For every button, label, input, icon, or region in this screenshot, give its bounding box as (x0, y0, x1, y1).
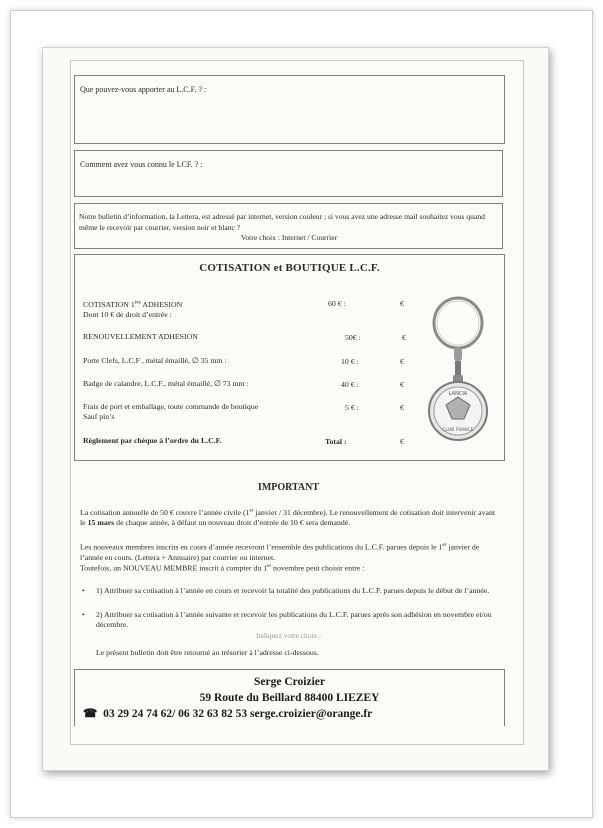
keyring-image (424, 293, 496, 451)
bulletin-choice-box (74, 203, 503, 249)
amount-badge-calandre[interactable]: € (400, 380, 404, 389)
option-1-text: 1) Attribuer sa cotisation à l’année en cours et recevoir la totalité des publications du L.C.F. parues depuis le début de l’année. (96, 586, 490, 595)
return-instruction: Le présent bulletin doit être retourné au trésorier à l’adresse ci-dessous. (96, 648, 319, 657)
indiquez-choix: Indiquez votre choix : (256, 631, 322, 640)
question-connu-box[interactable] (74, 150, 503, 197)
important-p1-start: La cotisation annuelle de 50 € couvre l’année civile (1er janvier / 31 décembre). Le renouvellement de cotisation doit intervenir avant le (80, 507, 496, 527)
keyring-bottom-text: CLUB FRANCE (442, 428, 474, 433)
row-renouvellement: RENOUVELLEMENT ADHESION (83, 332, 198, 341)
total-label: Total : (325, 437, 347, 446)
important-p1-end: de chaque année, à défaut un nouveau droit d’entrée de 10 € sera demandé. (114, 518, 351, 527)
important-paragraph-nouveaux: Les nouveaux membres inscrits en cours d’année recevront l’ensemble des publications du L.C.F. parues depuis le 1er janvier de l’année en cours. (Lettera + Annuaire) par courrier ou internet. (80, 542, 480, 562)
amount-frais-port[interactable]: € (400, 403, 404, 412)
amount-renouvellement[interactable]: € (402, 333, 406, 342)
option-2-text: 2) Attribuer sa cotisation à l’année suivante et recevoir les publications du L.C.F. parues après son adhésion en novembre et/ou décembre. (96, 610, 492, 630)
amount-porte-clefs[interactable]: € (400, 357, 404, 366)
question-connu-label: Comment avez vous connu le LCF. ? : (80, 160, 203, 169)
phone-icon: ☎ (83, 708, 98, 720)
payment-instruction: Règlement par chèque à l’ordre du L.C.F. (83, 436, 222, 445)
treasurer-contact-text[interactable]: 03 29 24 74 62/ 06 32 63 82 53 serge.croizier@orange.fr (103, 708, 373, 720)
treasurer-street: 59 Route du Beillard 88400 LIEZEY (199, 692, 380, 704)
row-premiere-adhesion (83, 298, 182, 320)
price-frais-port: 5 € : (345, 403, 359, 412)
bulletin-choice-options[interactable]: Votre choix : Internet / Courrier (240, 233, 338, 242)
row-frais-port (83, 402, 258, 422)
important-p1-date: 15 mars (87, 518, 115, 527)
amount-premiere-adhesion[interactable]: € (400, 299, 404, 308)
row-label: COTISATION 1ère ADHESION (83, 299, 183, 309)
important-paragraph-toutefois: Toutefois, un NOUVEAU MEMBRE inscrit à compter du 1er novembre peut choisir entre : (80, 563, 365, 573)
bulletin-choice-text (79, 212, 499, 244)
keyring-top-text: LANCIA (448, 391, 468, 397)
question-apport-label: Que pouvez-vous apporter au L.C.F. ? : (80, 85, 207, 94)
price-porte-clefs: 10 € : (341, 357, 359, 366)
row-porte-clefs: Porte Clefs, L.C.F , métal émaillé, ∅ 35 mm : (83, 356, 227, 365)
amount-total[interactable]: € (400, 437, 404, 446)
cotisation-boutique-box (74, 254, 505, 461)
row-label: Frais de port et emballage, toute commande de boutique (83, 402, 259, 411)
bulletin-description: Notre bulletin d’information, la Lettera, est adressé par internet, version couleur ; si vous avez une adresse mail souhaitez vous quand même le recevoir par courrier, version noir et blanc ? (79, 212, 485, 232)
row-badge-calandre: Badge de calandre, L.C.F., métal émaillé, ∅ 73 mm : (83, 379, 249, 388)
treasurer-name: Serge Croizier (254, 676, 325, 688)
price-badge-calandre: 40 € : (341, 380, 359, 389)
row-sub: Sauf pin’s (83, 412, 115, 421)
option-annee-suivante[interactable] (80, 610, 500, 631)
price-renouvellement: 50€ : (345, 333, 361, 342)
treasurer-address-box (74, 669, 505, 726)
cotisation-title: COTISATION et BOUTIQUE L.C.F. (199, 262, 380, 274)
row-sub: Dont 10 € de droit d’entrée : (83, 309, 172, 319)
question-apport-box[interactable] (74, 75, 505, 144)
important-paragraph-cotisation (80, 506, 500, 528)
important-title: IMPORTANT (257, 482, 320, 493)
treasurer-contact (83, 709, 504, 720)
bullet-dot: • (82, 586, 85, 595)
bullet-dot: • (82, 610, 85, 619)
option-annee-en-cours[interactable] (80, 586, 500, 596)
price-premiere-adhesion: 60 € : (328, 299, 346, 308)
